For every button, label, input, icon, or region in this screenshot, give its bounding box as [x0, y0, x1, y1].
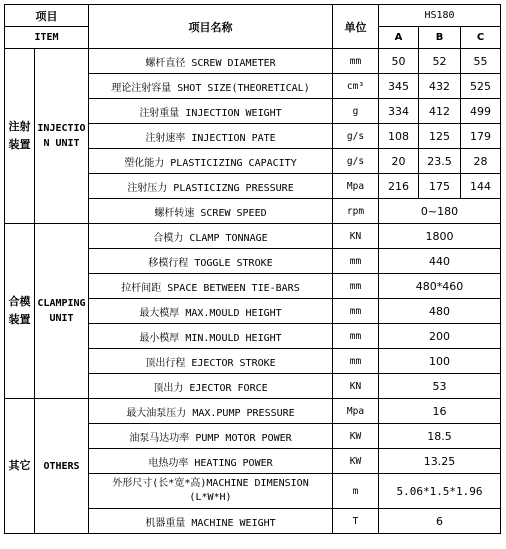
- row-value-c: 499: [461, 99, 501, 124]
- row-unit: mm: [333, 299, 379, 324]
- row-unit: KN: [333, 224, 379, 249]
- row-unit: KW: [333, 424, 379, 449]
- row-value-c: 55: [461, 49, 501, 74]
- row-value: 16: [379, 399, 501, 424]
- row-name: 塑化能力 PLASTICIZING CAPACITY: [89, 149, 333, 174]
- row-unit: mm: [333, 49, 379, 74]
- row-value: 100: [379, 349, 501, 374]
- row-unit: mm: [333, 324, 379, 349]
- row-unit: rpm: [333, 199, 379, 224]
- group-clamping-cn: 合模装置: [5, 224, 35, 399]
- row-unit: g/s: [333, 149, 379, 174]
- row-value-b: 52: [419, 49, 461, 74]
- row-name: 合模力 CLAMP TONNAGE: [89, 224, 333, 249]
- header-item-cn: 项目: [5, 5, 89, 27]
- row-name: 移模行程 TOGGLE STROKE: [89, 249, 333, 274]
- row-value: 6: [379, 509, 501, 534]
- row-value-a: 20: [379, 149, 419, 174]
- row-name: 外形尺寸(长*宽*高)MACHINE DIMENSION (L*W*H): [89, 474, 333, 509]
- row-name: 最大模厚 MAX.MOULD HEIGHT: [89, 299, 333, 324]
- row-name: 油泵马达功率 PUMP MOTOR POWER: [89, 424, 333, 449]
- row-value: 13.25: [379, 449, 501, 474]
- row-name: 拉杆间距 SPACE BETWEEN TIE-BARS: [89, 274, 333, 299]
- header-model: HS180: [379, 5, 501, 27]
- row-value-a: 50: [379, 49, 419, 74]
- row-name: 最大油泵压力 MAX.PUMP PRESSURE: [89, 399, 333, 424]
- row-name: 机器重量 MACHINE WEIGHT: [89, 509, 333, 534]
- row-value: 200: [379, 324, 501, 349]
- row-value-b: 432: [419, 74, 461, 99]
- group-injection-en: INJECTION UNIT: [35, 49, 89, 224]
- row-value-b: 125: [419, 124, 461, 149]
- row-value-b: 412: [419, 99, 461, 124]
- row-unit: mm: [333, 274, 379, 299]
- spec-table: [4, 4, 501, 534]
- row-name: 顶出力 EJECTOR FORCE: [89, 374, 333, 399]
- header-col-b: B: [419, 27, 461, 49]
- row-unit: cm³: [333, 74, 379, 99]
- row-value-a: 216: [379, 174, 419, 199]
- row-name: 电热功率 HEATING POWER: [89, 449, 333, 474]
- row-name: 螺杆转速 SCREW SPEED: [89, 199, 333, 224]
- group-injection-cn: 注射装置: [5, 49, 35, 224]
- header-item-name: 项目名称: [89, 5, 333, 49]
- row-unit: g/s: [333, 124, 379, 149]
- row-unit: Mpa: [333, 174, 379, 199]
- row-unit: T: [333, 509, 379, 534]
- header-unit: 单位: [333, 5, 379, 49]
- row-name: 理论注射容量 SHOT SIZE(THEORETICAL): [89, 74, 333, 99]
- row-value-c: 28: [461, 149, 501, 174]
- row-unit: g: [333, 99, 379, 124]
- row-name: 注射压力 PLASTICIZNG PRESSURE: [89, 174, 333, 199]
- row-value-c: 525: [461, 74, 501, 99]
- row-value-a: 345: [379, 74, 419, 99]
- row-value: 480*460: [379, 274, 501, 299]
- header-item-en: ITEM: [5, 27, 89, 49]
- header-col-a: A: [379, 27, 419, 49]
- table-row: [5, 224, 501, 249]
- group-others-en: OTHERS: [35, 399, 89, 534]
- table-row: [5, 399, 501, 424]
- row-unit: KN: [333, 374, 379, 399]
- group-clamping-en: CLAMPING UNIT: [35, 224, 89, 399]
- row-unit: mm: [333, 249, 379, 274]
- row-value: 5.06*1.5*1.96: [379, 474, 501, 509]
- row-value-b: 23.5: [419, 149, 461, 174]
- table-row: [5, 49, 501, 74]
- row-unit: KW: [333, 449, 379, 474]
- row-name: 注射速率 INJECTION PATE: [89, 124, 333, 149]
- row-value: 53: [379, 374, 501, 399]
- row-unit: m: [333, 474, 379, 509]
- row-value-b: 175: [419, 174, 461, 199]
- row-value: 480: [379, 299, 501, 324]
- row-value: 1800: [379, 224, 501, 249]
- row-value-a: 334: [379, 99, 419, 124]
- row-value: 440: [379, 249, 501, 274]
- row-value-a: 108: [379, 124, 419, 149]
- row-name: 螺杆直径 SCREW DIAMETER: [89, 49, 333, 74]
- group-others-cn: 其它: [5, 399, 35, 534]
- row-value-c: 144: [461, 174, 501, 199]
- row-unit: mm: [333, 349, 379, 374]
- row-name: 最小模厚 MIN.MOULD HEIGHT: [89, 324, 333, 349]
- row-name: 顶出行程 EJECTOR STROKE: [89, 349, 333, 374]
- row-name: 注射重量 INJECTION WEIGHT: [89, 99, 333, 124]
- row-value: 0~180: [379, 199, 501, 224]
- header-col-c: C: [461, 27, 501, 49]
- row-value-c: 179: [461, 124, 501, 149]
- row-value: 18.5: [379, 424, 501, 449]
- row-unit: Mpa: [333, 399, 379, 424]
